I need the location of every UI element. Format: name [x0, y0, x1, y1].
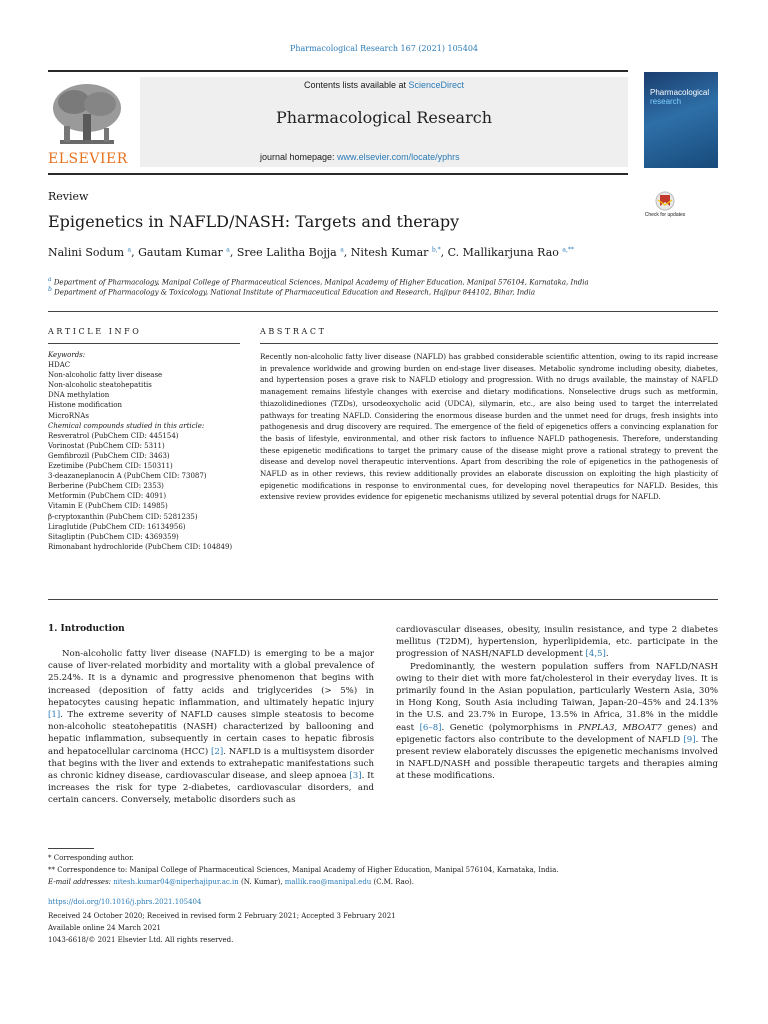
introduction-heading: 1. Introduction: [48, 624, 125, 634]
contents-lists-line: [140, 80, 628, 90]
keyword-item: Non-alcoholic fatty liver disease: [48, 371, 163, 380]
keywords-label: Keywords:: [48, 351, 86, 359]
affiliation-text: Department of Pharmacology & Toxicology, National Institute of Pharmaceutical Education and Research, Hajipur 844102, Bihar, India: [54, 288, 536, 297]
email-label: E-mail addresses:: [48, 878, 114, 886]
intro-paragraph-2: [396, 661, 718, 783]
article-info-heading: ARTICLE INFO: [48, 327, 142, 336]
author-name: Nalini Sodum: [48, 246, 125, 259]
journal-homepage-line: [260, 152, 460, 162]
reference-link[interactable]: [9]: [683, 734, 696, 745]
cover-title-line-2: research: [650, 97, 682, 106]
footnote-emails: [48, 878, 414, 886]
article-type: Review: [48, 190, 89, 203]
paper-title: Epigenetics in NAFLD/NASH: Targets and therapy: [48, 212, 460, 231]
elsevier-wordmark[interactable]: ELSEVIER: [48, 151, 128, 167]
compound-item: Rimonabant hydrochloride (PubChem CID: 104849): [48, 542, 233, 551]
affiliation-a: [48, 276, 589, 286]
email-link[interactable]: nitesh.kumar04@niperhajipur.ac.in: [113, 878, 239, 886]
affiliation-b: [48, 286, 535, 296]
intro-paragraph-1-continued: [396, 624, 718, 661]
affiliation-text: Department of Pharmacology, Manipal College of Pharmaceutical Sciences, Manipal Academy of Higher Education, Manipal 576104, Karnataka, India: [53, 278, 589, 287]
journal-cover-title: [650, 88, 714, 106]
journal-cover-image[interactable]: [644, 72, 718, 168]
abstract-heading: ABSTRACT: [260, 327, 327, 336]
abstract-text: Recently non-alcoholic fatty liver disease (NAFLD) has grabbed considerable scientific attention, owing to its rapid increase in prevalence worldwide and growing burden on end-stage liver diseases. Metabolic syndrome including obesity, diabetes, and hypertension poses a grave risk to NAFLD etiology and progression. With no drugs available, the mainstay of NAFLD management remains lifestyle changes with exercise and dietary modifications. Nonselective drugs such as metformin, thiazolidinediones (TZDs), ursodeoxycholic acid (UDCA), silymarin, etc., are also being used to target the interrelated pathways for treating NAFLD. Considering the enormous disease burden and the unmet need for drugs, fresh insights into pathogenesis and drug discovery are required. The emergence of the field of epigenetics offers a convincing explanation for the basis of lifestyle, environmental, and other risk factors to influence NAFLD pathogenesis. Therefore, understanding these epigenetic modifications to target the primary cause of the disease might prove a rational strategy to prevent the disease and develop novel therapeutic interventions. Apart from describing the role of epigenetics in the pathogenesis of NAFLD as in other reviews, this review additionally provides an elaborate discussion on exploiting the high plasticity of epigenetic modifications in response to environmental cues, for developing novel therapeutics for NAFLD. Besides, this extensive review provides evidence for epigenetic mechanisms utilized by several potential drugs for NAFLD.: [260, 352, 718, 502]
body-column-right: [396, 624, 718, 783]
author-name: Nitesh Kumar: [350, 246, 429, 259]
journal-citation[interactable]: Pharmacological Research 167 (2021) 105404: [289, 44, 479, 53]
compound-item: Ezetimibe (PubChem CID: 150311): [48, 462, 173, 471]
homepage-link[interactable]: www.elsevier.com/locate/yphrs: [337, 152, 460, 162]
author-affiliation-mark[interactable]: b,*: [431, 246, 441, 254]
body-text: genes) and epigenetic factors also contribute to the development of NAFLD: [396, 722, 719, 745]
compound-item: β-cryptoxanthin (PubChem CID: 5281235): [48, 512, 198, 521]
section-rule: [48, 311, 718, 312]
footnote-correspondence: ** Correspondence to: Manipal College of Pharmaceutical Sciences, Manipal Academy of Higher Education, Manipal 576104, Karnataka, India.: [48, 866, 559, 874]
compound-item: Resveratrol (PubChem CID: 445154): [48, 431, 179, 440]
body-text: . NAFLD is a multisystem disorder that begins with the liver and extends to extrahepatic manifestations such as chronic kidney disease, cardiovascular disease, and sleep apnoea: [48, 746, 375, 782]
author-name: Sree Lalitha Bojja: [236, 246, 337, 259]
compound-item: Gemfibrozil (PubChem CID: 3463): [48, 451, 170, 460]
header-rule-bottom: [48, 173, 628, 175]
body-rule: [48, 599, 718, 600]
body-text: Predominantly, the western population suffers from NAFLD/NASH owing to their diet with more fat/cholesterol in their everyday lives. It is primarily found in the Asian population, particularly Western Asia, 30% in Hong Kong, South Asia including Taiwan, Japan-20–45% and 24.13% in the U.S. and 23.7% in Europe, 13.5% in Africa, 31.8% in the middle east: [396, 661, 718, 733]
footnote-rule: [48, 848, 94, 849]
body-text: . The present review elaborately discusses the epigenetic mechanisms involved in NAFLD/NASH and possible therapeutic targets and therapies aiming at these modifications.: [396, 734, 718, 782]
abstract-rule: [260, 343, 718, 344]
compound-item: Vitamin E (PubChem CID: 14985): [48, 502, 168, 511]
email-owner: (N. Kumar),: [238, 878, 285, 886]
affiliation-mark: a: [48, 276, 52, 283]
header-rule-top: [48, 70, 628, 72]
footnote-corresponding-author: * Corresponding author.: [48, 854, 134, 862]
author-list: Nalini Sodum $^a$, Gautam Kumar $^a$, Sree Lalitha Bojja $^a$, Nitesh Kumar $^{b,*}$, C. Mallikarjuna Rao $^{a,**}$: [48, 246, 574, 259]
compound-item: Metformin (PubChem CID: 4091): [48, 492, 167, 501]
body-text: cardiovascular diseases, obesity, insulin resistance, and type 2 diabetes mellitus (T2DM), hypertension, hyperlipidemia, etc. participate in the progression of NASH/NAFLD development: [396, 625, 718, 660]
author-name: C. Mallikarjuna Rao: [447, 246, 559, 259]
body-column-left: [48, 648, 374, 807]
homepage-prefix: journal homepage:: [260, 152, 338, 162]
affiliation-mark: b: [48, 286, 52, 293]
available-online-date: Available online 24 March 2021: [48, 924, 162, 932]
copyright-line: 1043-6618/© 2021 Elsevier Ltd. All rights reserved.: [48, 936, 234, 944]
reference-link[interactable]: [6–8]: [419, 722, 442, 733]
doi-link[interactable]: https://doi.org/10.1016/j.phrs.2021.105404: [48, 898, 202, 906]
compound-item: Vorinostat (PubChem CID: 5311): [48, 441, 165, 450]
keyword-item: Histone modification: [48, 401, 122, 410]
compound-item: 3-deazaneplanocin A (PubChem CID: 73087): [48, 472, 207, 481]
body-text: Non-alcoholic fatty liver disease (NAFLD) is emerging to be a major cause of liver-related morbidity and mortality with a global prevalence of 25.24%. It is a dynamic and progressive phenomenon that begins with increased (deposition of fatty acids and triglycerides (> 5%) in hepatocytes causing hepatic inflammation, and ultimately hepatic injury: [48, 649, 374, 708]
author-affiliation-mark[interactable]: a,**: [562, 246, 574, 254]
email-owner: (C.M. Rao).: [371, 878, 415, 886]
intro-paragraph-1: [48, 648, 374, 807]
author-affiliation-mark[interactable]: a: [226, 246, 230, 254]
check-for-updates-label[interactable]: Check for updates: [644, 212, 686, 218]
article-info-rule: [48, 343, 240, 344]
keyword-item: Non-alcoholic steatohepatitis: [48, 381, 152, 390]
body-text: . It increases the risk for type 2-diabetes, cardiovascular disorders, and certain cancers. Conversely, metabolic disorders such as: [48, 771, 374, 806]
reference-link[interactable]: [3]: [349, 771, 362, 782]
journal-title: Pharmacological Research: [275, 108, 493, 127]
email-link[interactable]: mallik.rao@manipal.edu: [284, 878, 372, 886]
article-info-panel: [48, 350, 240, 552]
body-text: .: [605, 649, 609, 660]
body-text: . Genetic (polymorphisms in: [441, 722, 578, 733]
sciencedirect-link[interactable]: ScienceDirect: [408, 80, 465, 90]
gene-names: PNPLA3, MBOAT7: [577, 722, 662, 733]
author-affiliation-mark[interactable]: a: [340, 246, 344, 254]
keyword-item: DNA methylation: [48, 391, 110, 400]
compound-item: Berberine (PubChem CID: 2353): [48, 482, 164, 491]
contents-prefix: Contents lists available at: [303, 80, 409, 90]
check-for-updates-icon[interactable]: [648, 191, 682, 227]
reference-link[interactable]: [4,5]: [585, 649, 606, 660]
compound-item: Sitagliptin (PubChem CID: 4369359): [48, 532, 179, 541]
reference-link[interactable]: [1]: [48, 710, 61, 721]
author-name: Gautam Kumar: [138, 246, 223, 259]
compound-item: Liraglutide (PubChem CID: 16134956): [48, 522, 186, 531]
keyword-item: MicroRNAs: [48, 411, 89, 420]
received-dates: Received 24 October 2020; Received in revised form 2 February 2021; Accepted 3 February 2021: [48, 912, 396, 920]
author-affiliation-mark[interactable]: a: [127, 246, 132, 254]
reference-link[interactable]: [2]: [211, 746, 224, 757]
keyword-item: HDAC: [48, 361, 71, 370]
body-text: . The extreme severity of NAFLD causes simple steatosis to become non-alcoholic steatohepatitis (NASH) characterized by ballooning and hepatic inflammation, subsequently in certain cases to hepatic fibrosis and hepatocellular carcinoma (HCC): [48, 710, 374, 757]
cover-title-line-1: Pharmacological: [650, 88, 710, 97]
compounds-label: Chemical compounds studied in this article:: [48, 421, 205, 430]
